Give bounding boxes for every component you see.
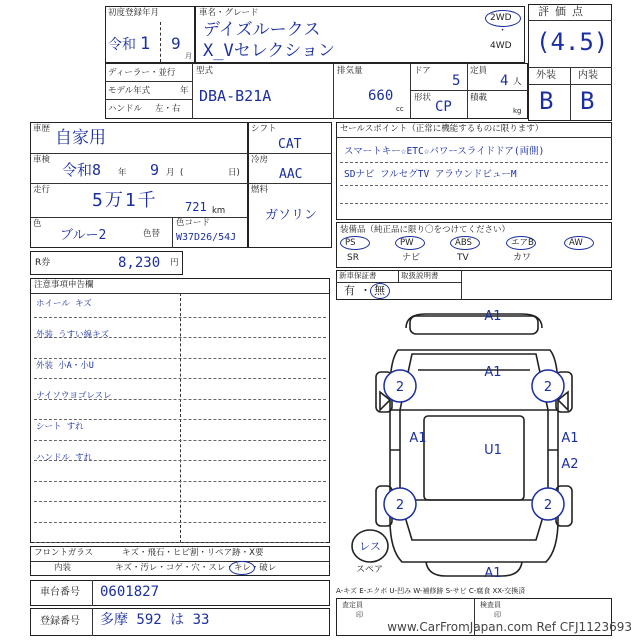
recycle-value: 8,230 <box>118 255 161 271</box>
spare-label: レス <box>359 540 381 553</box>
aircon-label: 冷房 <box>251 155 269 165</box>
capacity-label: 定員 <box>470 66 488 76</box>
warranty-no: 無 <box>374 284 385 297</box>
drive-2wd: 2WD <box>490 13 512 23</box>
fuel-label: 燃料 <box>251 185 269 195</box>
capacity-value: 4 <box>500 73 509 89</box>
registration-year: 1 <box>140 34 151 54</box>
equipment-item-3-bottom: カワ <box>513 253 532 263</box>
cc-unit: cc <box>396 105 404 113</box>
registration-era: 令和 <box>108 37 136 53</box>
equipment-item-3: エアB <box>511 238 534 248</box>
plate-label: 登録番号 <box>40 616 80 627</box>
mark-roof: U1 <box>484 443 502 458</box>
mileage-label: 走行 <box>33 185 51 195</box>
equipment-item-0: PS <box>345 238 356 248</box>
inspection-day-unit: 日) <box>228 168 240 178</box>
note-line: 外装 うすい線キズ <box>36 329 109 340</box>
mark-hood: A1 <box>484 365 502 380</box>
displacement-label: 排気量 <box>337 66 363 76</box>
km-unit: km <box>212 206 226 216</box>
color-label: 色 <box>33 219 42 229</box>
handle-label: ハンドル <box>108 104 143 114</box>
type-label: 型式 <box>196 66 214 76</box>
score-label: 評価点 <box>538 5 589 18</box>
model-year-unit: 年 <box>180 86 189 96</box>
registration-month-unit: 月 <box>185 52 192 60</box>
aircon-value: AAC <box>279 167 303 182</box>
doors-label: ドア <box>414 66 431 76</box>
doors-value: 5 <box>452 73 461 89</box>
drive-dot: ・ <box>498 26 508 36</box>
chassis-value: 0601827 <box>100 584 160 600</box>
verifier-label: 検査員 <box>480 601 501 609</box>
car-damage-diagram <box>336 300 612 590</box>
mileage-sub: 721 <box>185 200 207 214</box>
color-value: ブルー2 <box>60 228 107 243</box>
displacement-value: 660 <box>368 88 394 104</box>
mark-right-rear-tire: 2 <box>543 498 553 513</box>
mark-right-front-tire: 2 <box>543 380 553 395</box>
notes-title: 注意事項申告欄 <box>34 280 94 290</box>
note-line: シート すれ <box>36 422 84 432</box>
watermark: www.CarFromJapan.com Ref CFJ1123693 <box>387 620 632 634</box>
inspection-label: 車検 <box>33 155 51 165</box>
kg-unit: kg <box>513 107 522 115</box>
color-code-value: W37D26/54J <box>176 232 237 243</box>
shift-label: シフト <box>251 124 277 134</box>
mileage-value: 5万1千 <box>92 190 158 211</box>
interior-condition-label: 内装 <box>54 563 72 573</box>
note-line: ハンドル すれ <box>36 452 93 463</box>
recycle-label: R券 <box>35 258 51 268</box>
equipment-item-1-bottom: ナビ <box>402 253 421 263</box>
warranty-dot: ・ <box>360 284 371 297</box>
type-value: DBA-B21A <box>199 87 272 105</box>
warranty-yes: 有 <box>344 284 355 297</box>
interior-condition-value: キズ・汚レ・コゲ・穴・スレ・キレ・破レ <box>115 563 277 573</box>
equipment-item-4: AW <box>569 238 583 248</box>
chassis-label: 車台番号 <box>40 587 80 598</box>
usage-label: 車歴 <box>33 124 51 134</box>
sales-point-line-2: SDナビ フルセグTV アラウンドビューM <box>344 169 517 180</box>
mark-right-door-front: A1 <box>561 431 579 446</box>
repaint-label: 色替 <box>143 229 161 239</box>
manual-label: 取扱説明書 <box>401 271 439 280</box>
sales-points-title: セールスポイント（正常に機能するものに限ります） <box>340 124 544 134</box>
mark-left-rear-tire: 2 <box>395 498 405 513</box>
capacity-unit: 人 <box>513 77 522 87</box>
car-name: デイズルークス <box>203 20 321 40</box>
exterior-label: 外装 <box>536 70 556 81</box>
interior-label: 内装 <box>578 70 598 81</box>
inspection-month-unit: 月 <box>166 168 175 178</box>
note-line: 外装 小A・小U <box>36 360 94 371</box>
front-glass-value: キズ・飛石・ヒビ割・リペア跡・X要 <box>122 548 264 558</box>
new-car-warranty-label: 新車保証書 <box>339 271 377 280</box>
car-grade: X_Vセレクション <box>203 41 336 61</box>
equipment-title: 装備品（純正品に限り〇をつけてください） <box>340 225 511 235</box>
inspection-era: 令和8 <box>62 161 102 179</box>
shape-label: 形状 <box>414 93 432 103</box>
inspector-label: 査定員 <box>342 601 363 609</box>
inspection-year-unit: 年 <box>118 168 127 178</box>
shape-value: CP <box>435 99 452 115</box>
mark-right-door-rear: A2 <box>561 457 579 472</box>
inspection-month: 9 <box>150 161 160 179</box>
mark-left-door-front: A1 <box>409 431 427 446</box>
damage-legend: A-キズ E-エクボ U-凹み W-補修跡 S-サビ C-腐食 XX-交換済 <box>336 587 526 595</box>
sales-point-line-1: スマートキー☆ETC☆パワースライドドア(両側) <box>344 146 545 157</box>
dealer-label: ディーラー・並行 <box>108 68 176 78</box>
plate-value: 多摩 592 は 33 <box>100 612 210 628</box>
mark-left-front-tire: 2 <box>395 380 405 395</box>
registration-month: 9 <box>171 34 181 53</box>
yen-unit: 円 <box>170 258 179 268</box>
inspector-sign: 印 <box>356 611 363 619</box>
registration-date-label: 初度登録年月 <box>108 8 160 18</box>
exterior-grade: B <box>539 87 554 115</box>
interior-sure-circle <box>229 561 255 575</box>
load-label: 積載 <box>470 93 488 103</box>
equipment-item-2: ABS <box>455 238 472 248</box>
mark-front: A1 <box>484 309 502 324</box>
car-name-label: 車名・グレード <box>199 8 259 18</box>
front-glass-label: フロントガラス <box>34 548 93 558</box>
drive-4wd: 4WD <box>490 41 512 51</box>
equipment-item-1: PW <box>400 238 414 248</box>
model-year-label: モデル年式 <box>108 86 151 96</box>
spare-text: スペア <box>356 565 384 575</box>
equipment-item-0-bottom: SR <box>347 253 359 263</box>
inspection-paren-open: ( <box>180 168 184 178</box>
handle-value: 左・右 <box>155 104 181 114</box>
mark-rear: A1 <box>484 566 502 581</box>
note-line: ホイール キズ <box>36 299 92 309</box>
overall-score: (4.5) <box>536 28 609 56</box>
usage-value: 自家用 <box>55 128 106 148</box>
color-code-label: 色コード <box>176 218 211 228</box>
verifier-sign: 印 <box>494 611 501 619</box>
interior-grade: B <box>580 87 595 115</box>
note-line: ナイソウヨゴレスレ <box>36 391 112 402</box>
equipment-item-2-bottom: TV <box>457 253 469 263</box>
fuel-value: ガソリン <box>265 208 318 223</box>
shift-value: CAT <box>278 137 302 152</box>
